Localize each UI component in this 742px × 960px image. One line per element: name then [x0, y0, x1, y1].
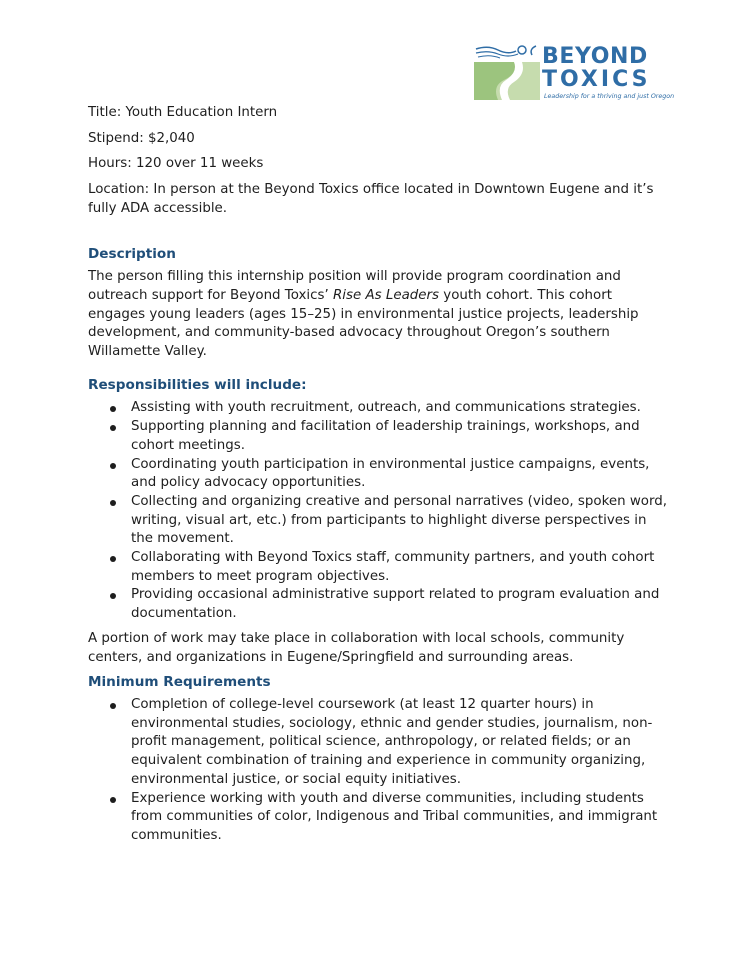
- bullet-icon: [110, 556, 116, 562]
- beyond-toxics-logo: [474, 42, 675, 102]
- work-location-note: A portion of work may take place in collaboration with local schools, community centers, and organizations in Eugene/Springfield and surrounding areas.: [88, 630, 625, 665]
- list-item-text: Completion of college-level coursework (at least 12 quarter hours) in environmental studies, sociology, ethnic and gender studies, journalism, non-profit management, political science, anthropology, or related fields; or an equivalent combination of training and experience in community organizing, environmental justice, or social equity initiatives.: [131, 696, 653, 787]
- logo-tagline: Leadership for a thriving and just Oregon: [544, 93, 675, 100]
- list-item-text: Coordinating youth participation in environmental justice campaigns, events, and policy advocacy opportunities.: [131, 456, 650, 491]
- document-content: [88, 104, 668, 846]
- list-item: [88, 399, 668, 418]
- logo-name-line1: BEYOND: [542, 44, 648, 69]
- list-item: [88, 493, 668, 549]
- list-item: [88, 549, 668, 586]
- list-item: [88, 790, 668, 846]
- list-item-text: Assisting with youth recruitment, outreach, and communications strategies.: [131, 400, 641, 416]
- bullet-icon: [110, 797, 116, 803]
- program-name: Rise As Leaders: [333, 287, 440, 303]
- list-item-text: Providing occasional administrative support related to program evaluation and documentation.: [131, 587, 660, 622]
- list-item-text: Collaborating with Beyond Toxics staff, community partners, and youth cohort members to meet program objectives.: [131, 550, 655, 584]
- bullet-icon: [110, 593, 116, 599]
- bullet-icon: [110, 425, 116, 431]
- list-item-text: Supporting planning and facilitation of leadership trainings, workshops, and cohort meetings.: [131, 419, 640, 453]
- requirements-list: [88, 696, 668, 846]
- description-text-part: The person filling this internship position will provide program coordination and outreach support for Beyond Toxics’: [88, 269, 621, 303]
- bullet-icon: [110, 703, 116, 709]
- bullet-icon: [110, 406, 116, 412]
- job-title: Title: Youth Education Intern: [88, 105, 278, 120]
- description-text-part: youth cohort. This cohort engages young leaders (ages 15–25) in environmental justice projects, leadership development, and community-based advocacy throughout Oregon’s southern Willamette Valley.: [88, 287, 639, 360]
- list-item: [88, 456, 668, 493]
- description-text: [88, 268, 668, 362]
- list-item-text: Collecting and organizing creative and personal narratives (video, spoken word, writing, visual art, etc.) from participants to highlight diverse perspectives in the movement.: [131, 493, 668, 547]
- description-heading: Description: [88, 245, 176, 262]
- job-hours: Hours: 120 over 11 weeks: [88, 156, 264, 172]
- bullet-icon: [110, 500, 116, 506]
- job-meta: [88, 104, 668, 219]
- responsibilities-list: [88, 399, 668, 623]
- job-location: Location: In person at the Beyond Toxics office located in Downtown Eugene and it’s fully ADA accessible.: [88, 182, 654, 216]
- list-item: [88, 586, 668, 623]
- wind-river-landscape-icon: [474, 42, 540, 100]
- job-stipend: Stipend: $2,040: [88, 130, 195, 146]
- bullet-icon: [110, 463, 116, 469]
- list-item: [88, 696, 668, 790]
- list-item: [88, 418, 668, 455]
- logo-name-line2: TOXICS: [542, 67, 651, 92]
- list-item-text: Experience working with youth and diverse communities, including students from communities of color, Indigenous and Tribal communities, and immigrant communities.: [131, 790, 658, 843]
- requirements-heading: Minimum Requirements: [88, 674, 271, 691]
- responsibilities-heading: Responsibilities will include:: [88, 376, 307, 393]
